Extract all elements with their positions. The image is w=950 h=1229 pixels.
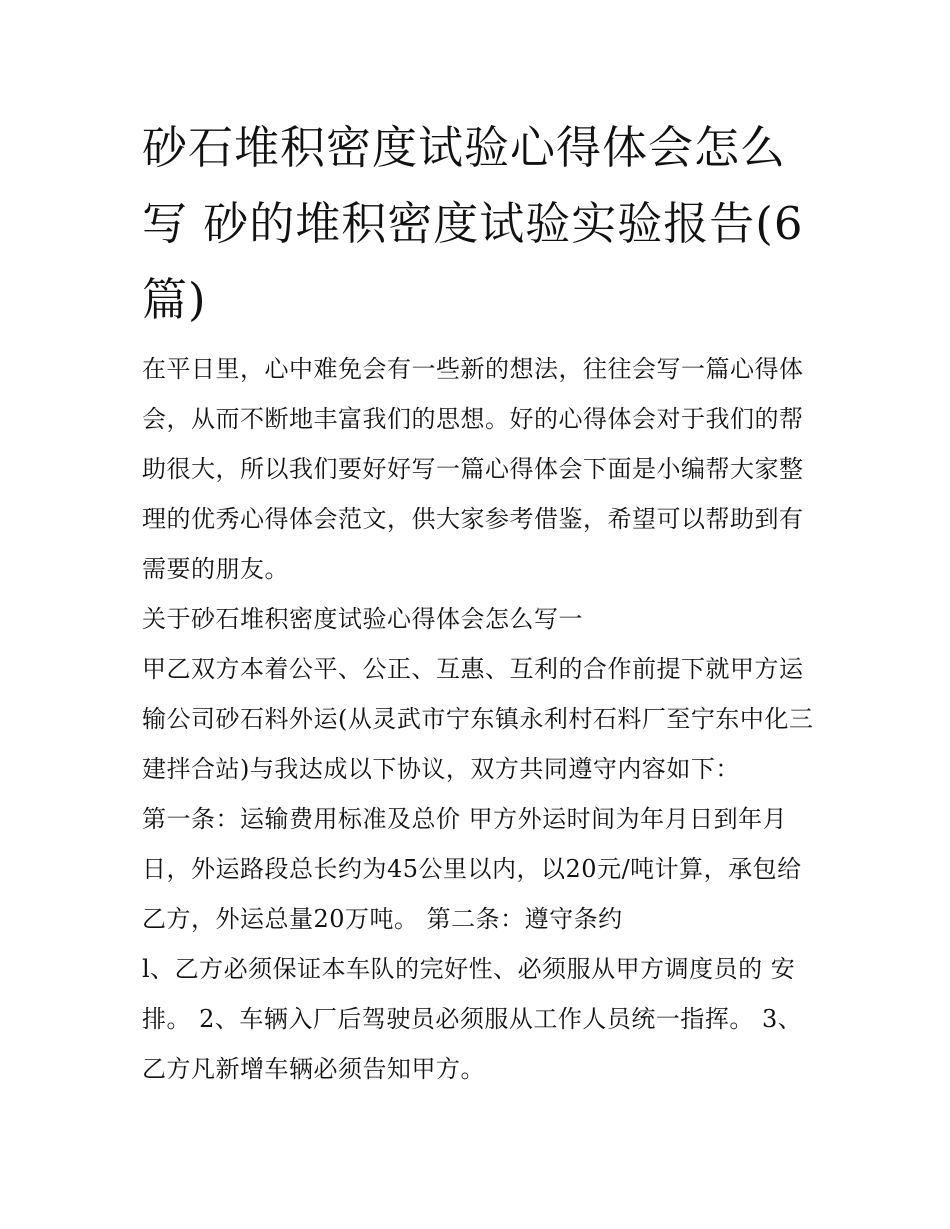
agreement-paragraph: 甲乙双方本着公平、公正、互惠、互利的合作前提下就甲方运输公司砂石料外运(从灵武市宁东镇永利村石料厂至宁东中化三建拌合站)与我达成以下协议，双方共同遵守内容如下： — [142, 655, 814, 783]
document-title: 砂石堆积密度试验心得体会怎么写 砂的堆积密度试验实验报告(6篇) — [142, 121, 804, 326]
article-one-paragraph: 第一条：运输费用标准及总价 甲方外运时间为年月日到年月日，外运路段总长约为45公里以内，以20元/吨计算，承包给乙方，外运总量20万吨。 第二条：遵守条约 — [142, 805, 802, 933]
intro-paragraph: 在平日里，心中难免会有一些新的想法，往往会写一篇心得体会，从而不断地丰富我们的思想。好的心得体会对于我们的帮助很大，所以我们要好好写一篇心得体会下面是小编帮大家整理的优秀心得体会范文，供大家参考借鉴，希望可以帮助到有需要的朋友。 — [142, 355, 804, 583]
document-page — [142, 110, 822, 1094]
section-heading: 关于砂石堆积密度试验心得体会怎么写一 — [142, 605, 583, 633]
terms-paragraph: l、乙方必须保证本车队的完好性、必须服从甲方调度员的 安排。 2、车辆入厂后驾驶员必须服从工作人员统一指挥。 3、乙方凡新增车辆必须告知甲方。 — [142, 955, 803, 1083]
